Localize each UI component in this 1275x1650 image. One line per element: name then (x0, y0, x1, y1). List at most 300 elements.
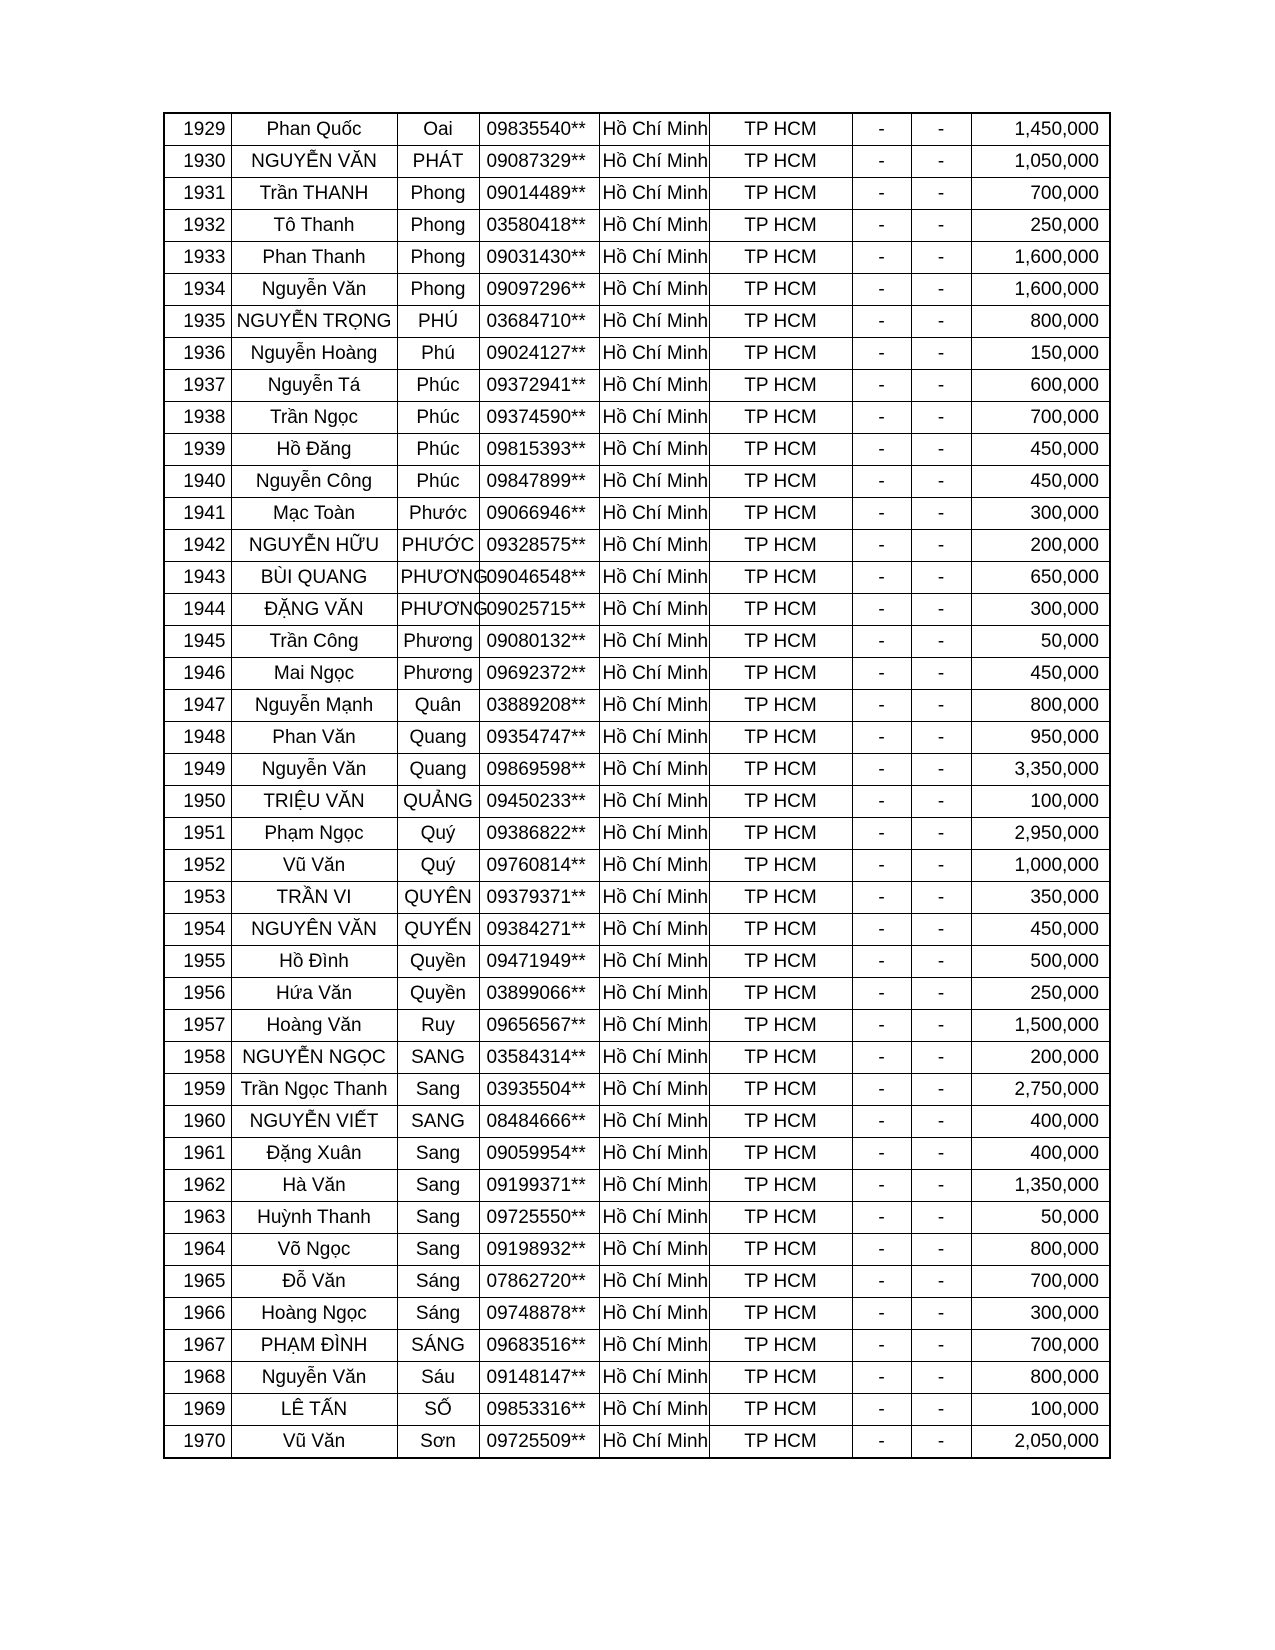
amount-cell: 400,000 (971, 1106, 1110, 1138)
phone-cell: 09097296** (479, 274, 599, 306)
province-cell: Hồ Chí Minh (599, 1298, 709, 1330)
surname-cell: NGUYỄN NGỌC (231, 1042, 397, 1074)
empty-value-cell: - (911, 434, 971, 466)
given-name-cell: Quân (397, 690, 479, 722)
city-cell: TP HCM (709, 338, 852, 370)
amount-cell: 1,050,000 (971, 146, 1110, 178)
province-cell: Hồ Chí Minh (599, 274, 709, 306)
city-cell: TP HCM (709, 146, 852, 178)
province-cell: Hồ Chí Minh (599, 1330, 709, 1362)
province-cell: Hồ Chí Minh (599, 754, 709, 786)
table-row (164, 1138, 1110, 1170)
empty-value-cell: - (911, 370, 971, 402)
given-name-cell: Sang (397, 1170, 479, 1202)
city-cell: TP HCM (709, 882, 852, 914)
table-row (164, 1010, 1110, 1042)
phone-cell: 07862720** (479, 1266, 599, 1298)
city-cell: TP HCM (709, 722, 852, 754)
surname-cell: TRIỆU VĂN (231, 786, 397, 818)
empty-value-cell: - (852, 1010, 911, 1042)
amount-cell: 1,000,000 (971, 850, 1110, 882)
given-name-cell: Ruy (397, 1010, 479, 1042)
empty-value-cell: - (911, 1106, 971, 1138)
table-row (164, 370, 1110, 402)
row-number: 1954 (164, 914, 231, 946)
empty-value-cell: - (852, 498, 911, 530)
empty-value-cell: - (852, 370, 911, 402)
surname-cell: Nguyễn Mạnh (231, 690, 397, 722)
table-row (164, 146, 1110, 178)
row-number: 1966 (164, 1298, 231, 1330)
empty-value-cell: - (852, 530, 911, 562)
amount-cell: 800,000 (971, 690, 1110, 722)
empty-value-cell: - (852, 146, 911, 178)
row-number: 1960 (164, 1106, 231, 1138)
empty-value-cell: - (852, 1042, 911, 1074)
surname-cell: Hoàng Ngọc (231, 1298, 397, 1330)
province-cell: Hồ Chí Minh (599, 146, 709, 178)
amount-cell: 100,000 (971, 786, 1110, 818)
given-name-cell: Sang (397, 1074, 479, 1106)
empty-value-cell: - (852, 1298, 911, 1330)
province-cell: Hồ Chí Minh (599, 882, 709, 914)
amount-cell: 500,000 (971, 946, 1110, 978)
table-row (164, 1298, 1110, 1330)
empty-value-cell: - (852, 914, 911, 946)
row-number: 1967 (164, 1330, 231, 1362)
phone-cell: 09847899** (479, 466, 599, 498)
phone-cell: 09725550** (479, 1202, 599, 1234)
empty-value-cell: - (852, 1138, 911, 1170)
amount-cell: 800,000 (971, 306, 1110, 338)
row-number: 1955 (164, 946, 231, 978)
city-cell: TP HCM (709, 594, 852, 626)
empty-value-cell: - (911, 1298, 971, 1330)
empty-value-cell: - (911, 1394, 971, 1426)
empty-value-cell: - (852, 1266, 911, 1298)
amount-cell: 50,000 (971, 626, 1110, 658)
row-number: 1945 (164, 626, 231, 658)
table-row (164, 274, 1110, 306)
table-body (164, 113, 1110, 1458)
given-name-cell: Quyền (397, 978, 479, 1010)
phone-cell: 09374590** (479, 402, 599, 434)
empty-value-cell: - (911, 722, 971, 754)
phone-cell: 09725509** (479, 1426, 599, 1459)
table-row (164, 754, 1110, 786)
table-row (164, 1362, 1110, 1394)
empty-value-cell: - (911, 786, 971, 818)
city-cell: TP HCM (709, 1042, 852, 1074)
empty-value-cell: - (911, 338, 971, 370)
empty-value-cell: - (852, 1426, 911, 1459)
city-cell: TP HCM (709, 210, 852, 242)
empty-value-cell: - (852, 274, 911, 306)
empty-value-cell: - (911, 274, 971, 306)
empty-value-cell: - (852, 722, 911, 754)
province-cell: Hồ Chí Minh (599, 1202, 709, 1234)
given-name-cell: QUYÊN (397, 882, 479, 914)
province-cell: Hồ Chí Minh (599, 1042, 709, 1074)
amount-cell: 950,000 (971, 722, 1110, 754)
city-cell: TP HCM (709, 1106, 852, 1138)
row-number: 1963 (164, 1202, 231, 1234)
row-number: 1952 (164, 850, 231, 882)
phone-cell: 03584314** (479, 1042, 599, 1074)
amount-cell: 450,000 (971, 466, 1110, 498)
given-name-cell: PHƯƠNG (397, 562, 479, 594)
empty-value-cell: - (911, 1074, 971, 1106)
given-name-cell: SỐ (397, 1394, 479, 1426)
province-cell: Hồ Chí Minh (599, 113, 709, 146)
amount-cell: 350,000 (971, 882, 1110, 914)
given-name-cell: Sáng (397, 1266, 479, 1298)
row-number: 1968 (164, 1362, 231, 1394)
empty-value-cell: - (852, 1170, 911, 1202)
amount-cell: 50,000 (971, 1202, 1110, 1234)
surname-cell: ĐẶNG VĂN (231, 594, 397, 626)
empty-value-cell: - (852, 658, 911, 690)
empty-value-cell: - (911, 1426, 971, 1459)
table-row (164, 818, 1110, 850)
empty-value-cell: - (911, 914, 971, 946)
given-name-cell: SANG (397, 1042, 479, 1074)
phone-cell: 09384271** (479, 914, 599, 946)
given-name-cell: PHÁT (397, 146, 479, 178)
row-number: 1937 (164, 370, 231, 402)
city-cell: TP HCM (709, 786, 852, 818)
province-cell: Hồ Chí Minh (599, 658, 709, 690)
province-cell: Hồ Chí Minh (599, 338, 709, 370)
empty-value-cell: - (911, 146, 971, 178)
table-row (164, 690, 1110, 722)
amount-cell: 3,350,000 (971, 754, 1110, 786)
city-cell: TP HCM (709, 530, 852, 562)
table-row (164, 1074, 1110, 1106)
table-row (164, 594, 1110, 626)
city-cell: TP HCM (709, 690, 852, 722)
row-number: 1932 (164, 210, 231, 242)
province-cell: Hồ Chí Minh (599, 978, 709, 1010)
phone-cell: 09656567** (479, 1010, 599, 1042)
empty-value-cell: - (911, 1330, 971, 1362)
empty-value-cell: - (911, 1138, 971, 1170)
table-row (164, 850, 1110, 882)
province-cell: Hồ Chí Minh (599, 1138, 709, 1170)
phone-cell: 09080132** (479, 626, 599, 658)
table-row (164, 530, 1110, 562)
province-cell: Hồ Chí Minh (599, 1394, 709, 1426)
surname-cell: Mạc Toàn (231, 498, 397, 530)
empty-value-cell: - (852, 113, 911, 146)
phone-cell: 09386822** (479, 818, 599, 850)
phone-cell: 09692372** (479, 658, 599, 690)
table-row (164, 113, 1110, 146)
amount-cell: 450,000 (971, 434, 1110, 466)
table-row (164, 466, 1110, 498)
table-row (164, 1170, 1110, 1202)
province-cell: Hồ Chí Minh (599, 946, 709, 978)
city-cell: TP HCM (709, 370, 852, 402)
given-name-cell: PHƯƠNG (397, 594, 479, 626)
phone-cell: 09148147** (479, 1362, 599, 1394)
empty-value-cell: - (911, 1042, 971, 1074)
surname-cell: TRẦN VI (231, 882, 397, 914)
city-cell: TP HCM (709, 1010, 852, 1042)
phone-cell: 09748878** (479, 1298, 599, 1330)
amount-cell: 300,000 (971, 1298, 1110, 1330)
amount-cell: 700,000 (971, 1266, 1110, 1298)
empty-value-cell: - (852, 850, 911, 882)
city-cell: TP HCM (709, 946, 852, 978)
phone-cell: 09328575** (479, 530, 599, 562)
empty-value-cell: - (911, 594, 971, 626)
row-number: 1933 (164, 242, 231, 274)
row-number: 1938 (164, 402, 231, 434)
empty-value-cell: - (911, 1362, 971, 1394)
city-cell: TP HCM (709, 1170, 852, 1202)
phone-cell: 08484666** (479, 1106, 599, 1138)
city-cell: TP HCM (709, 978, 852, 1010)
given-name-cell: Phúc (397, 434, 479, 466)
empty-value-cell: - (911, 498, 971, 530)
phone-cell: 09059954** (479, 1138, 599, 1170)
empty-value-cell: - (911, 402, 971, 434)
row-number: 1953 (164, 882, 231, 914)
empty-value-cell: - (911, 466, 971, 498)
province-cell: Hồ Chí Minh (599, 1170, 709, 1202)
surname-cell: Đặng Xuân (231, 1138, 397, 1170)
phone-cell: 09354747** (479, 722, 599, 754)
row-number: 1935 (164, 306, 231, 338)
given-name-cell: Phong (397, 210, 479, 242)
table-row (164, 946, 1110, 978)
empty-value-cell: - (852, 338, 911, 370)
given-name-cell: Quang (397, 722, 479, 754)
surname-cell: Hà Văn (231, 1170, 397, 1202)
surname-cell: Nguyễn Văn (231, 274, 397, 306)
city-cell: TP HCM (709, 113, 852, 146)
phone-cell: 09379371** (479, 882, 599, 914)
given-name-cell: Quang (397, 754, 479, 786)
empty-value-cell: - (852, 882, 911, 914)
surname-cell: Đỗ Văn (231, 1266, 397, 1298)
surname-cell: Hoàng Văn (231, 1010, 397, 1042)
city-cell: TP HCM (709, 1266, 852, 1298)
province-cell: Hồ Chí Minh (599, 306, 709, 338)
city-cell: TP HCM (709, 402, 852, 434)
empty-value-cell: - (852, 690, 911, 722)
empty-value-cell: - (911, 1170, 971, 1202)
row-number: 1950 (164, 786, 231, 818)
surname-cell: Nguyễn Hoàng (231, 338, 397, 370)
row-number: 1940 (164, 466, 231, 498)
empty-value-cell: - (911, 626, 971, 658)
empty-value-cell: - (852, 1202, 911, 1234)
table-row (164, 882, 1110, 914)
amount-cell: 200,000 (971, 1042, 1110, 1074)
row-number: 1956 (164, 978, 231, 1010)
province-cell: Hồ Chí Minh (599, 914, 709, 946)
phone-cell: 09683516** (479, 1330, 599, 1362)
surname-cell: NGUYỄN TRỌNG (231, 306, 397, 338)
row-number: 1964 (164, 1234, 231, 1266)
phone-cell: 09471949** (479, 946, 599, 978)
province-cell: Hồ Chí Minh (599, 370, 709, 402)
amount-cell: 300,000 (971, 498, 1110, 530)
surname-cell: Huỳnh Thanh (231, 1202, 397, 1234)
city-cell: TP HCM (709, 306, 852, 338)
empty-value-cell: - (852, 786, 911, 818)
city-cell: TP HCM (709, 1234, 852, 1266)
empty-value-cell: - (911, 850, 971, 882)
row-number: 1961 (164, 1138, 231, 1170)
table-row (164, 1042, 1110, 1074)
given-name-cell: Quyền (397, 946, 479, 978)
table-row (164, 338, 1110, 370)
surname-cell: Hứa Văn (231, 978, 397, 1010)
phone-cell: 09869598** (479, 754, 599, 786)
empty-value-cell: - (852, 242, 911, 274)
table-row (164, 1426, 1110, 1459)
phone-cell: 09087329** (479, 146, 599, 178)
province-cell: Hồ Chí Minh (599, 1426, 709, 1459)
surname-cell: Phan Văn (231, 722, 397, 754)
surname-cell: LÊ TẤN (231, 1394, 397, 1426)
row-number: 1946 (164, 658, 231, 690)
surname-cell: PHẠM ĐÌNH (231, 1330, 397, 1362)
empty-value-cell: - (852, 818, 911, 850)
amount-cell: 1,600,000 (971, 274, 1110, 306)
given-name-cell: Sang (397, 1234, 479, 1266)
row-number: 1944 (164, 594, 231, 626)
row-number: 1970 (164, 1426, 231, 1459)
surname-cell: Võ Ngọc (231, 1234, 397, 1266)
amount-cell: 1,450,000 (971, 113, 1110, 146)
row-number: 1947 (164, 690, 231, 722)
empty-value-cell: - (911, 1234, 971, 1266)
given-name-cell: Quý (397, 818, 479, 850)
province-cell: Hồ Chí Minh (599, 466, 709, 498)
surname-cell: NGUYỄN HỮU (231, 530, 397, 562)
given-name-cell: Sang (397, 1202, 479, 1234)
province-cell: Hồ Chí Minh (599, 178, 709, 210)
phone-cell: 09198932** (479, 1234, 599, 1266)
city-cell: TP HCM (709, 1426, 852, 1459)
phone-cell: 03889208** (479, 690, 599, 722)
given-name-cell: Sáu (397, 1362, 479, 1394)
empty-value-cell: - (852, 626, 911, 658)
amount-cell: 1,600,000 (971, 242, 1110, 274)
surname-cell: NGUYỄN VĂN (231, 146, 397, 178)
amount-cell: 2,050,000 (971, 1426, 1110, 1459)
empty-value-cell: - (852, 594, 911, 626)
surname-cell: Nguyễn Văn (231, 754, 397, 786)
amount-cell: 2,750,000 (971, 1074, 1110, 1106)
city-cell: TP HCM (709, 1138, 852, 1170)
given-name-cell: Phương (397, 626, 479, 658)
table-row (164, 978, 1110, 1010)
phone-cell: 09853316** (479, 1394, 599, 1426)
city-cell: TP HCM (709, 1202, 852, 1234)
province-cell: Hồ Chí Minh (599, 1234, 709, 1266)
province-cell: Hồ Chí Minh (599, 562, 709, 594)
given-name-cell: Phương (397, 658, 479, 690)
row-number: 1949 (164, 754, 231, 786)
empty-value-cell: - (852, 1394, 911, 1426)
amount-cell: 1,350,000 (971, 1170, 1110, 1202)
surname-cell: Trần Công (231, 626, 397, 658)
province-cell: Hồ Chí Minh (599, 850, 709, 882)
table-row (164, 210, 1110, 242)
phone-cell: 09450233** (479, 786, 599, 818)
city-cell: TP HCM (709, 274, 852, 306)
phone-cell: 09014489** (479, 178, 599, 210)
city-cell: TP HCM (709, 1362, 852, 1394)
phone-cell: 09815393** (479, 434, 599, 466)
row-number: 1943 (164, 562, 231, 594)
given-name-cell: Phúc (397, 402, 479, 434)
given-name-cell: Sáng (397, 1298, 479, 1330)
city-cell: TP HCM (709, 562, 852, 594)
empty-value-cell: - (852, 178, 911, 210)
amount-cell: 400,000 (971, 1138, 1110, 1170)
table-row (164, 562, 1110, 594)
row-number: 1942 (164, 530, 231, 562)
province-cell: Hồ Chí Minh (599, 690, 709, 722)
empty-value-cell: - (911, 530, 971, 562)
surname-cell: Hồ Đình (231, 946, 397, 978)
empty-value-cell: - (911, 210, 971, 242)
empty-value-cell: - (852, 402, 911, 434)
phone-cell: 09372941** (479, 370, 599, 402)
amount-cell: 250,000 (971, 978, 1110, 1010)
province-cell: Hồ Chí Minh (599, 1266, 709, 1298)
row-number: 1939 (164, 434, 231, 466)
phone-cell: 03899066** (479, 978, 599, 1010)
table-row (164, 498, 1110, 530)
empty-value-cell: - (911, 242, 971, 274)
phone-cell: 09025715** (479, 594, 599, 626)
city-cell: TP HCM (709, 914, 852, 946)
table-row (164, 1234, 1110, 1266)
row-number: 1930 (164, 146, 231, 178)
empty-value-cell: - (911, 946, 971, 978)
donation-table (163, 112, 1111, 1459)
empty-value-cell: - (852, 754, 911, 786)
surname-cell: Phan Thanh (231, 242, 397, 274)
empty-value-cell: - (911, 882, 971, 914)
empty-value-cell: - (911, 690, 971, 722)
empty-value-cell: - (852, 1362, 911, 1394)
surname-cell: Vũ Văn (231, 1426, 397, 1459)
given-name-cell: SÁNG (397, 1330, 479, 1362)
empty-value-cell: - (911, 306, 971, 338)
amount-cell: 2,950,000 (971, 818, 1110, 850)
given-name-cell: Phúc (397, 466, 479, 498)
province-cell: Hồ Chí Minh (599, 498, 709, 530)
row-number: 1934 (164, 274, 231, 306)
table-row (164, 242, 1110, 274)
table-row (164, 1394, 1110, 1426)
phone-cell: 09760814** (479, 850, 599, 882)
province-cell: Hồ Chí Minh (599, 1010, 709, 1042)
city-cell: TP HCM (709, 818, 852, 850)
phone-cell: 09835540** (479, 113, 599, 146)
province-cell: Hồ Chí Minh (599, 818, 709, 850)
table-row (164, 914, 1110, 946)
city-cell: TP HCM (709, 1330, 852, 1362)
